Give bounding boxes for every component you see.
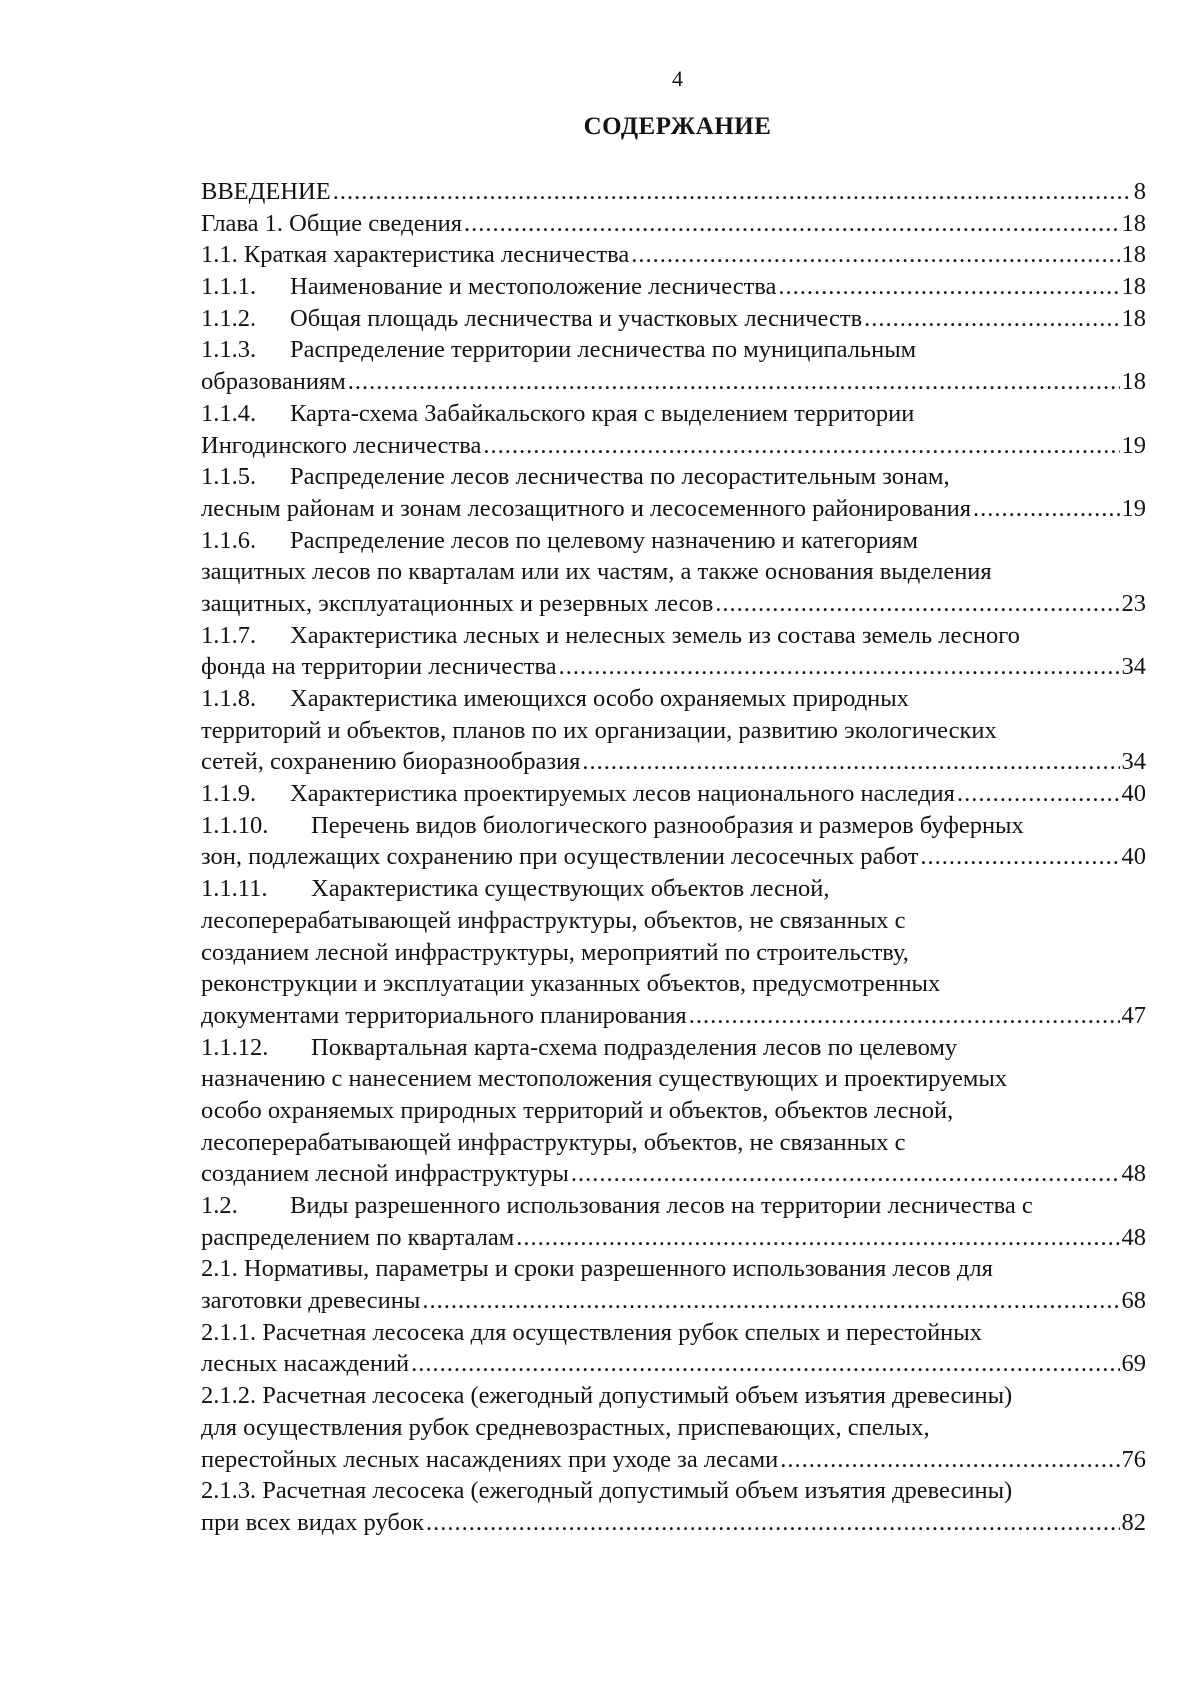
toc-entry-number: 1.1.4. — [201, 399, 257, 427]
toc-entry-line — [201, 1285, 1146, 1317]
toc-entry-page: 8 — [1133, 178, 1146, 205]
toc-leader-dots — [780, 1444, 1119, 1476]
toc-leader-dots — [920, 841, 1119, 873]
toc-leader-dots — [864, 303, 1119, 335]
toc-entry-text: лесным районам и зонам лесозащитного и лесосеменного районирования — [201, 494, 971, 522]
toc-entry-line — [201, 1475, 1146, 1507]
toc-entry-line — [201, 556, 1146, 588]
toc-entry-line — [201, 398, 1146, 430]
toc-entry-text: 2.1.1. Расчетная лесосека для осуществления рубок спелых и перестойных — [201, 1318, 982, 1346]
toc-entry-page: 18 — [1121, 209, 1146, 237]
toc-entry-page: 68 — [1121, 1287, 1146, 1315]
toc-entry-number: 1.1.9. — [201, 780, 257, 808]
toc-entry-page: 18 — [1121, 273, 1146, 301]
toc-entry-page: 18 — [1121, 368, 1146, 396]
toc-entry-number: 1.1.3. — [201, 336, 257, 364]
toc-entry-line — [201, 1032, 1146, 1064]
toc-entry-line — [201, 1348, 1146, 1380]
toc-entry-line — [201, 1253, 1146, 1285]
toc-entry-text: созданием лесной инфраструктуры — [201, 1160, 569, 1188]
toc-entry-line — [201, 1063, 1146, 1095]
toc-entry-text: Виды разрешенного использования лесов на территории лесничества с — [290, 1192, 1033, 1219]
toc-entry-line — [201, 841, 1146, 873]
toc-entry-line — [201, 810, 1146, 842]
toc-entry-text: Распределение лесов лесничества по лесорастительным зонам, — [290, 463, 950, 491]
toc-entry-text: ВВЕДЕНИЕ — [201, 178, 331, 205]
toc-entry-line — [201, 968, 1146, 1000]
toc-entry-text: защитных, эксплуатационных и резервных лесов — [201, 589, 714, 617]
toc-entry-page: 19 — [1121, 494, 1146, 522]
page-number: 4 — [672, 66, 683, 91]
toc-entry-text: сетей, сохранению биоразнообразия — [201, 748, 581, 776]
toc-entry-text: 2.1.2. Расчетная лесосека (ежегодный допустимый объем изъятия древесины) — [201, 1382, 1013, 1410]
toc-entry-text: Распределение территории лесничества по муниципальным — [290, 336, 917, 364]
toc-entry-text: Характеристика проектируемых лесов национального наследия — [290, 780, 955, 808]
toc-entry-line — [201, 525, 1146, 557]
toc-entry-text: заготовки древесины — [201, 1287, 421, 1315]
toc-leader-dots — [333, 176, 1132, 208]
toc-entry-line — [201, 366, 1146, 398]
toc-leader-dots — [426, 1507, 1120, 1539]
toc-entry-text: 2.1.3. Расчетная лесосека (ежегодный допустимый объем изъятия древесины) — [201, 1477, 1013, 1505]
toc-entry-line — [201, 271, 1146, 303]
toc-entry-line — [201, 303, 1146, 335]
toc-entry-line — [201, 1127, 1146, 1159]
toc-entry-line — [201, 493, 1146, 525]
toc-entry-number: 1.1.7. — [201, 621, 257, 649]
toc-leader-dots — [715, 588, 1119, 620]
toc-entry-line — [201, 937, 1146, 969]
toc-leader-dots — [422, 1285, 1119, 1317]
toc-leader-dots — [483, 430, 1119, 462]
toc-entry-number: 1.1.6. — [201, 526, 257, 554]
toc-entry-page: 18 — [1121, 304, 1146, 332]
toc-entry-line — [201, 778, 1146, 810]
toc-entry-page: 34 — [1121, 653, 1146, 681]
toc-entry-line — [201, 1000, 1146, 1032]
toc-entry-line — [201, 1095, 1146, 1127]
toc-entry-line — [201, 239, 1146, 271]
toc-entry-line — [201, 461, 1146, 493]
toc-entry-line — [201, 1158, 1146, 1190]
toc-entry-text: созданием лесной инфраструктуры, мероприятий по строительству, — [201, 938, 909, 966]
toc-entry-text: перестойных лесных насаждениях при уходе за лесами — [201, 1445, 779, 1473]
toc-entry-line — [201, 905, 1146, 937]
toc-entry-line — [201, 1507, 1146, 1539]
toc-entry-line — [201, 620, 1146, 652]
toc-entry-line — [201, 1317, 1146, 1349]
toc-entry-page: 34 — [1121, 748, 1146, 776]
toc-entry-line — [201, 176, 1146, 208]
toc-entry-number: 1.1.8. — [201, 685, 257, 712]
toc-entry-page: 40 — [1121, 780, 1146, 808]
toc-entry-text: защитных лесов по кварталам или их частям, а также основания выделения — [201, 558, 992, 586]
toc-leader-dots — [559, 651, 1120, 683]
toc-entry-number: 1.1.5. — [201, 463, 257, 491]
toc-leader-dots — [411, 1348, 1119, 1380]
toc-entry-text: Карта-схема Забайкальского края с выделением территории — [290, 399, 915, 427]
toc-entry-line — [201, 1190, 1146, 1222]
toc-entry-page: 69 — [1121, 1350, 1146, 1378]
toc-entry-text: при всех видах рубок — [201, 1508, 424, 1536]
toc-entry-text: Распределение лесов по целевому назначению и категориям — [290, 526, 919, 554]
toc-entry-text: образованиям — [201, 368, 346, 396]
toc-entry-line — [201, 1444, 1146, 1476]
toc-entry-text: назначению с нанесением местоположения существующих и проектируемых — [201, 1065, 1008, 1093]
toc-entry-text: реконструкции и эксплуатации указанных объектов, предусмотренных — [201, 970, 941, 998]
toc-entry-page: 47 — [1121, 1001, 1146, 1029]
toc-entry-text: Поквартальная карта-схема подразделения лесов по целевому — [311, 1033, 958, 1061]
toc-entry-text: Характеристика существующих объектов лесной, — [311, 875, 830, 903]
toc-entry-page: 76 — [1121, 1445, 1146, 1473]
toc-entry-number: 1.1.11. — [201, 875, 268, 903]
toc-entry-page: 82 — [1121, 1508, 1146, 1536]
toc-entry-line — [201, 873, 1146, 905]
toc-entry-text: Общая площадь лесничества и участковых лесничеств — [290, 304, 863, 332]
toc-entry-text: 2.1. Нормативы, параметры и сроки разрешенного использования лесов для — [201, 1255, 993, 1283]
toc-entry-text: зон, подлежащих сохранению при осуществлении лесосечных работ — [201, 843, 919, 871]
toc-leader-dots — [631, 239, 1119, 271]
toc-entry-line — [201, 334, 1146, 366]
table-of-contents — [201, 176, 1146, 1539]
toc-entry-page: 18 — [1121, 241, 1146, 269]
toc-leader-dots — [689, 1000, 1120, 1032]
toc-leader-dots — [571, 1158, 1120, 1190]
toc-entry-line — [201, 588, 1146, 620]
page-title: СОДЕРЖАНИЕ — [583, 113, 772, 140]
toc-entry-text: документами территориального планирования — [201, 1001, 687, 1029]
toc-entry-page: 48 — [1121, 1160, 1146, 1188]
toc-leader-dots — [582, 746, 1119, 778]
toc-entry-text: Наименование и местоположение лесничества — [290, 273, 777, 301]
toc-entry-number: 1.1.2. — [201, 304, 257, 332]
toc-leader-dots — [516, 1222, 1119, 1254]
toc-entry-text: Характеристика имеющихся особо охраняемых природных — [290, 685, 910, 712]
toc-entry-text: для осуществления рубок средневозрастных, приспевающих, спелых, — [201, 1413, 930, 1441]
toc-entry-line — [201, 683, 1146, 715]
toc-entry-page: 19 — [1121, 431, 1146, 459]
toc-entry-text: лесоперерабатывающей инфраструктуры, объектов, не связанных с — [201, 906, 906, 934]
toc-entry-text: Характеристика лесных и нелесных земель из состава земель лесного — [290, 621, 1020, 649]
toc-entry-page: 23 — [1121, 589, 1146, 617]
toc-leader-dots — [957, 778, 1120, 810]
toc-entry-number: 1.2. — [201, 1192, 238, 1219]
toc-entry-text: лесоперерабатывающей инфраструктуры, объектов, не связанных с — [201, 1128, 906, 1156]
toc-entry-text: 1.1. Краткая характеристика лесничества — [201, 241, 630, 269]
toc-entry-text: особо охраняемых природных территорий и объектов, объектов лесной, — [201, 1096, 954, 1124]
toc-entry-number: 1.1.10. — [201, 811, 269, 839]
toc-entry-number: 1.1.12. — [201, 1033, 269, 1061]
toc-entry-text: фонда на территории лесничества — [201, 653, 557, 681]
toc-entry-text: Перечень видов биологического разнообразия и размеров буферных — [311, 811, 1024, 839]
toc-leader-dots — [348, 366, 1120, 398]
toc-entry-text: Глава 1. Общие сведения — [201, 209, 462, 237]
toc-entry-line — [201, 208, 1146, 240]
toc-entry-line — [201, 1380, 1146, 1412]
toc-entry-text: Ингодинского лесничества — [201, 431, 482, 459]
toc-entry-line — [201, 1222, 1146, 1254]
toc-leader-dots — [464, 208, 1120, 240]
toc-entry-line — [201, 746, 1146, 778]
toc-leader-dots — [778, 271, 1119, 303]
toc-leader-dots — [973, 493, 1120, 525]
toc-entry-line — [201, 715, 1146, 747]
toc-entry-page: 48 — [1121, 1223, 1146, 1251]
toc-entry-line — [201, 1412, 1146, 1444]
toc-entry-line — [201, 430, 1146, 462]
toc-entry-text: лесных насаждений — [201, 1350, 410, 1378]
toc-entry-text: территорий и объектов, планов по их организации, развитию экологических — [201, 716, 997, 744]
toc-entry-page: 40 — [1121, 843, 1146, 871]
toc-entry-text: распределением по кварталам — [201, 1223, 515, 1251]
toc-entry-number: 1.1.1. — [201, 273, 257, 301]
toc-entry-line — [201, 651, 1146, 683]
